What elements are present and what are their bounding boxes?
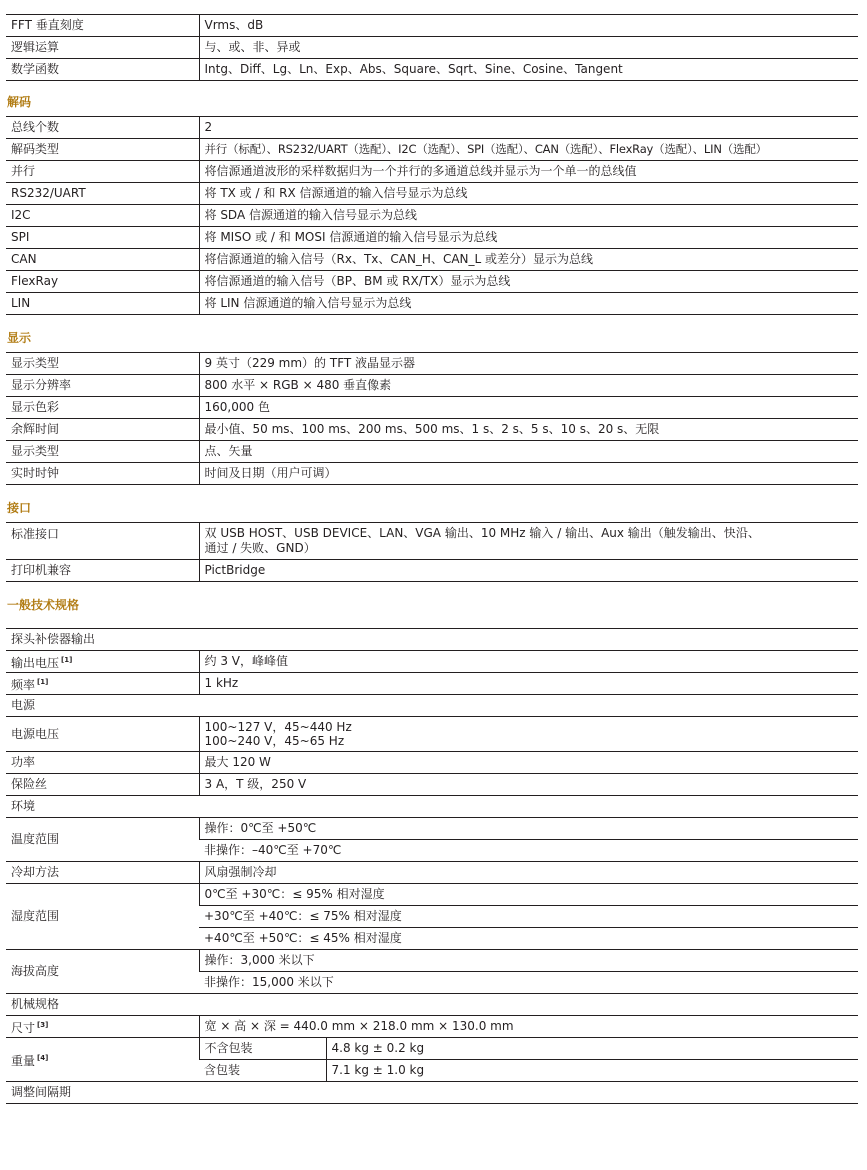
row-value: 1 kHz [199,673,858,695]
table-row [6,205,858,227]
table-row [6,227,858,249]
row-label: 冷却方法 [11,865,60,879]
group-label-calibration: 调整间隔期 [11,1085,72,1099]
group-label-power: 电源 [11,698,36,712]
table-row [6,1038,858,1060]
row-value: PictBridge [199,560,858,582]
table-row [6,818,858,840]
row-value: 将信源通道的输入信号（BP、BM 或 RX/TX）显示为总线 [199,271,858,293]
row-label: 数学函数 [11,62,60,76]
row-value: +30℃至 +40℃：≤ 75% 相对湿度 [204,909,402,923]
row-value: 9 英寸（229 mm）的 TFT 液晶显示器 [199,353,858,375]
group-label-environment: 环境 [11,799,36,813]
row-label: 并行 [11,164,36,178]
table-row [6,717,858,752]
row-sublabel: 不含包装 [199,1038,326,1060]
table-row [6,183,858,205]
row-sublabel: 含包装 [204,1063,241,1077]
row-value: 将 MISO 或 / 和 MOSI 信源通道的输入信号显示为总线 [199,227,858,249]
row-label [6,1038,199,1082]
table-row [6,796,858,818]
table-row [6,862,858,884]
row-label: 湿度范围 [11,909,60,923]
table-row [6,161,858,183]
row-label: 显示类型 [11,356,60,370]
table-row [6,695,858,717]
label-text: 输出电压 [11,655,60,670]
table-row [6,293,858,315]
section-heading-display: 显示 [7,331,32,345]
table-row [6,375,858,397]
table-row [6,523,858,560]
interface-line-2: 通过 / 失败、GND） [204,541,316,555]
table-row [6,884,858,906]
row-value: 宽 × 高 × 深 = 440.0 mm × 218.0 mm × 130.0 mm [199,1016,858,1038]
footnote-marker: [4] [37,1053,49,1062]
row-value [199,523,858,560]
row-label: I2C [11,208,31,222]
power-voltage-line-1: 100~127 V，45~440 Hz [204,720,352,734]
row-value: 7.1 kg ± 1.0 kg [326,1060,858,1082]
table-row [6,117,858,139]
row-value: 4.8 kg ± 0.2 kg [326,1038,858,1060]
table-row [6,441,858,463]
table-row [6,271,858,293]
general-table [6,628,858,1104]
row-label: FFT 垂直刻度 [11,18,84,32]
row-value: 2 [199,117,858,139]
row-value: 将 TX 或 / 和 RX 信源通道的输入信号显示为总线 [199,183,858,205]
table-row [6,950,858,972]
row-label: 显示色彩 [11,400,60,414]
section-heading-decode: 解码 [7,95,32,109]
table-row [6,419,858,441]
row-label [6,673,199,695]
row-value: 160,000 色 [199,397,858,419]
row-label: 总线个数 [11,120,60,134]
row-label: CAN [11,252,37,266]
row-value: 非操作：15,000 米以下 [204,975,334,989]
row-label: 打印机兼容 [11,563,72,577]
row-label: 显示类型 [11,444,60,458]
table-row [6,651,858,673]
spec-page [6,14,858,1104]
row-value [199,717,858,752]
row-value: 风扇强制冷却 [199,862,858,884]
row-label: 标准接口 [11,527,60,541]
row-label [6,1016,199,1038]
row-value: 非操作：–40℃至 +70℃ [204,843,342,857]
label-text: 重量 [11,1053,36,1068]
table-row [6,629,858,651]
row-label: 解码类型 [11,142,60,156]
interface-table [6,522,858,582]
row-label: 海拔高度 [11,964,60,978]
row-value: +40℃至 +50℃：≤ 45% 相对湿度 [204,931,402,945]
row-value: 与、或、非、异或 [199,37,858,59]
table-row [6,353,858,375]
row-value: 将信源通道的输入信号（Rx、Tx、CAN_H、CAN_L 或差分）显示为总线 [199,249,858,271]
group-label-mechanical: 机械规格 [11,997,60,1011]
table-row [6,59,858,81]
table-row [6,1082,858,1104]
row-label: FlexRay [11,274,59,288]
table-row [6,139,858,161]
row-value: 最小值、50 ms、100 ms、200 ms、500 ms、1 s、2 s、5 s、10 s、20 s、无限 [199,419,858,441]
row-label: SPI [11,230,30,244]
table-row [6,397,858,419]
row-value: 操作：0℃至 +50℃ [199,818,858,840]
row-value: Vrms、dB [199,15,858,37]
row-label: 电源电压 [11,726,60,741]
section-heading-general: 一般技术规格 [7,598,80,612]
row-value: 点、矢量 [199,441,858,463]
row-label: 功率 [11,755,36,769]
decode-table [6,116,858,315]
row-label: 逻辑运算 [11,40,60,54]
group-label-probe: 探头补偿器输出 [11,632,96,646]
interface-line-1: 双 USB HOST、USB DEVICE、LAN、VGA 输出、10 MHz 输入 / 输出、Aux 输出（触发输出、快沿、 [204,526,760,540]
row-value: 并行（标配）、RS232/UART（选配）、I2C（选配）、SPI（选配）、CAN（选配）、FlexRay（选配）、LIN（选配） [199,139,858,161]
section-heading-interface: 接口 [7,501,32,515]
row-value: 约 3 V，峰峰值 [199,651,858,673]
table-row [6,752,858,774]
row-value: Intg、Diff、Lg、Ln、Exp、Abs、Square、Sqrt、Sine、Cosine、Tangent [199,59,858,81]
row-value: 操作：3,000 米以下 [199,950,858,972]
display-table [6,352,858,485]
row-label: LIN [11,296,31,310]
table-row [6,560,858,582]
table-row [6,249,858,271]
row-label: 实时时钟 [11,466,60,480]
row-label: 余辉时间 [11,422,60,436]
label-text: 尺寸 [11,1020,36,1035]
footnote-marker: [1] [61,655,73,664]
row-value: 0℃至 +30℃：≤ 95% 相对湿度 [199,884,858,906]
row-value: 时间及日期（用户可调） [199,463,858,485]
table-row [6,37,858,59]
table-row [6,1016,858,1038]
power-voltage-line-2: 100~240 V，45~65 Hz [204,734,345,748]
footnote-marker: [3] [37,1020,49,1029]
row-value: 将 LIN 信源通道的输入信号显示为总线 [199,293,858,315]
table-row [6,463,858,485]
footnote-marker: [1] [37,677,49,686]
row-value: 将信源通道波形的采样数据归为一个并行的多通道总线并显示为一个单一的总线值 [199,161,858,183]
row-label: 显示分辨率 [11,378,72,392]
table-row [6,673,858,695]
top-spec-table [6,14,858,81]
row-label [6,651,199,673]
table-row [6,774,858,796]
table-row [6,15,858,37]
row-value: 800 水平 × RGB × 480 垂直像素 [199,375,858,397]
table-row [6,994,858,1016]
label-text: 频率 [11,677,36,692]
row-value: 最大 120 W [199,752,858,774]
row-label: RS232/UART [11,186,86,200]
row-label: 保险丝 [11,777,48,791]
row-value: 将 SDA 信源通道的输入信号显示为总线 [199,205,858,227]
row-label: 温度范围 [11,832,60,846]
row-value: 3 A，T 级，250 V [199,774,858,796]
